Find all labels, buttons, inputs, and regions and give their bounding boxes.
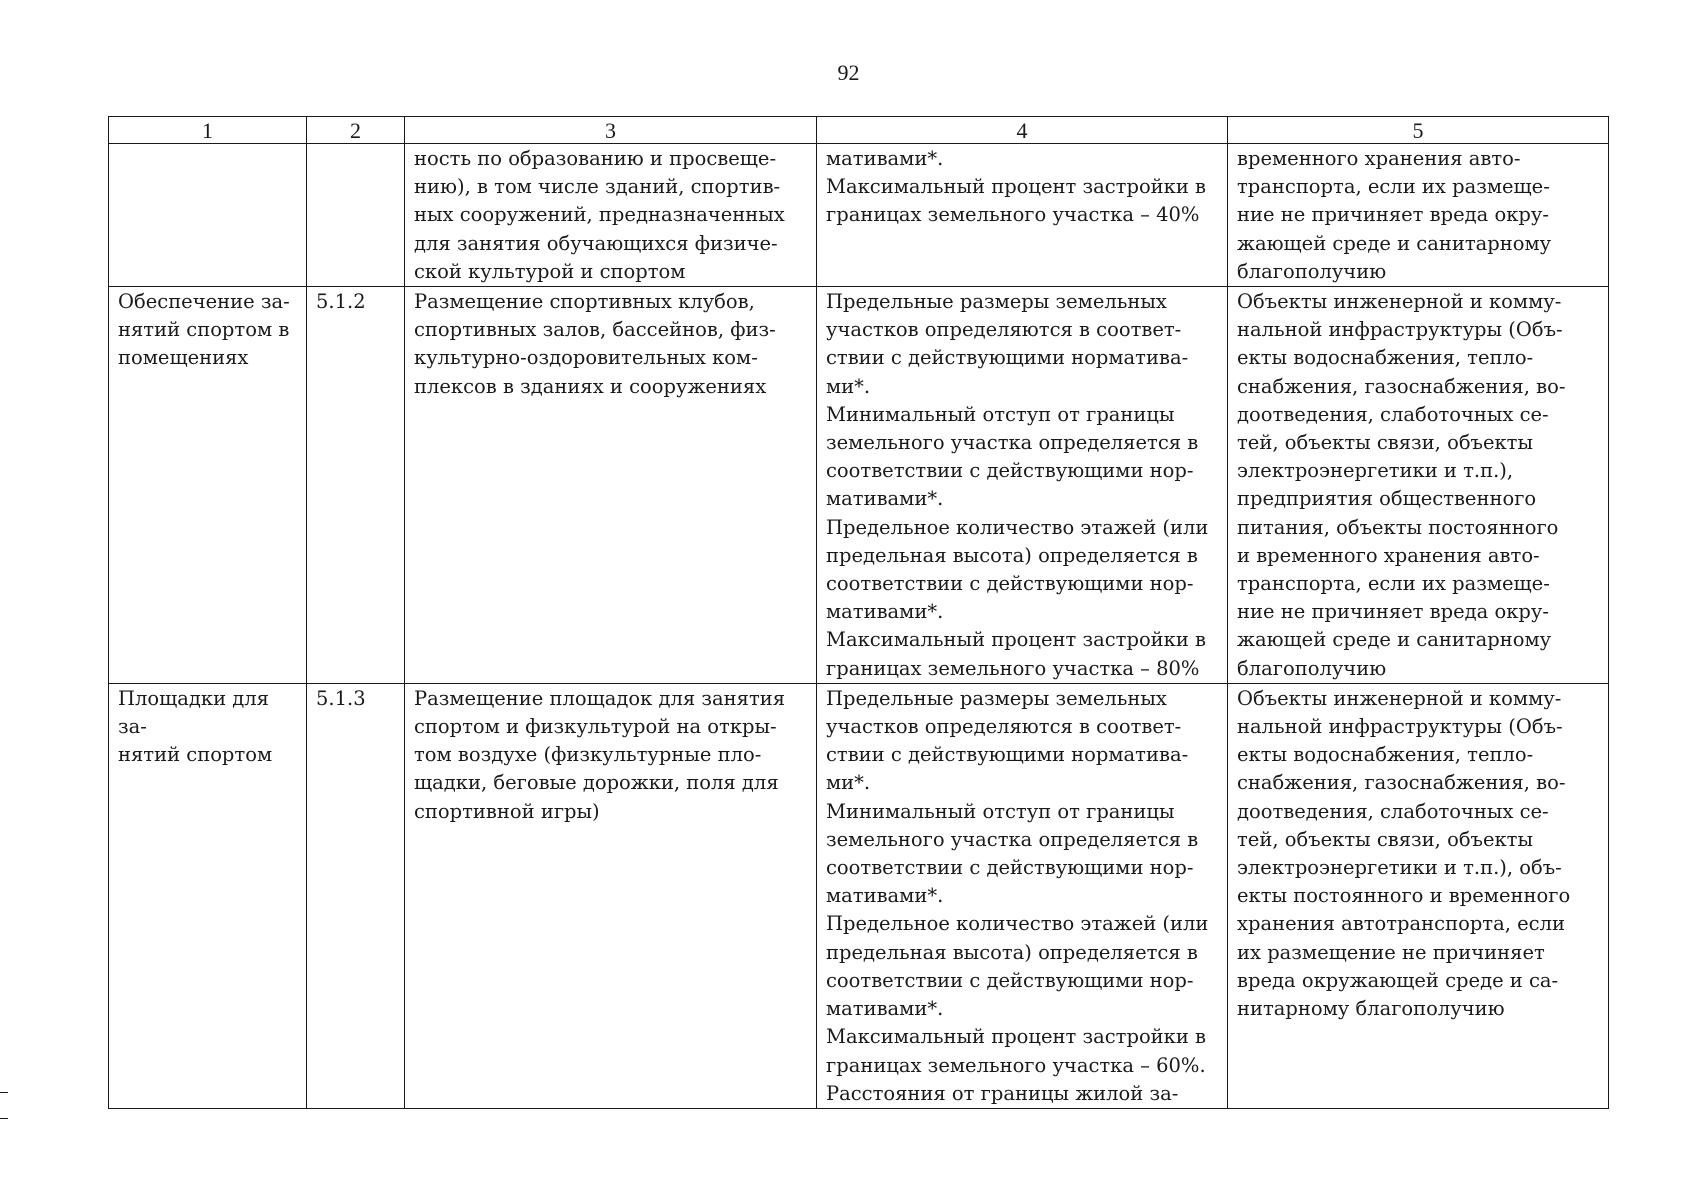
column-header-2: 2: [307, 117, 405, 144]
table-cell-description: Размещение площадок для занятия спортом и физкультурой на откры- том воздухе (физкультурные пло- щадки, беговые дорожки, поля для спортивной игры): [405, 683, 817, 1108]
column-header-4: 4: [817, 117, 1228, 144]
table-header-row: [109, 117, 1609, 144]
table-cell-auxiliary-uses: временного хранения авто- транспорта, если их размеще- ние не причиняет вреда окру- жающей среде и санитарному благополучию: [1228, 144, 1609, 287]
regulations-table-container: [108, 116, 1608, 1109]
table-cell-auxiliary-uses: Объекты инженерной и комму- нальной инфраструктуры (Объ- екты водоснабжения, тепло- снабжения, газоснабжения, во- доотведения, слаботочных се- тей, объекты связи, объекты электроэнергетики и т.п.), объ- екты постоянного и временного хранения автотранспорта, если их размещение не причиняет вреда окружающей среде и са- нитарному благополучию: [1228, 683, 1609, 1108]
table-cell-use-name: Площадки для за- нятий спортом: [109, 683, 307, 1108]
land-use-regulations-table: [108, 116, 1609, 1109]
table-cell-code: 5.1.3: [307, 683, 405, 1108]
table-cell-code: [307, 144, 405, 287]
table-cell-code: 5.1.2: [307, 287, 405, 684]
table-row-5-1-3: [109, 683, 1609, 1108]
table-row-5-1-2: [109, 287, 1609, 684]
table-cell-description: ность по образованию и просвеще- нию), в том числе зданий, спортив- ных сооружений, предназначенных для занятия обучающихся физиче- ской культурой и спортом: [405, 144, 817, 287]
column-header-5: 5: [1228, 117, 1609, 144]
table-cell-parameters: мативами*. Максимальный процент застройки в границах земельного участка – 40%: [817, 144, 1228, 287]
table-cell-description: Размещение спортивных клубов, спортивных залов, бассейнов, физ- культурно-оздоровительных ком- плексов в зданиях и сооружениях: [405, 287, 817, 684]
table-cell-parameters: Предельные размеры земельных участков определяются в соответ- ствии с действующими норматива- ми*. Минимальный отступ от границы земельного участка определяется в соответствии с действующими нор- мативами*. Предельное количество этажей (или предельная высота) определяется в соответствии с действующими нор- мативами*. Максимальный процент застройки в границах земельного участка – 80%: [817, 287, 1228, 684]
table-cell-parameters: Предельные размеры земельных участков определяются в соответ- ствии с действующими норматива- ми*. Минимальный отступ от границы земельного участка определяется в соответствии с действующими нор- мативами*. Предельное количество этажей (или предельная высота) определяется в соответствии с действующими нор- мативами*. Максимальный процент застройки в границах земельного участка – 60%. Расстояния от границы жилой за-: [817, 683, 1228, 1108]
table-cell-use-name: Обеспечение за- нятий спортом в помещениях: [109, 287, 307, 684]
table-cell-use-name: [109, 144, 307, 287]
page-number: 92: [837, 60, 860, 85]
column-header-3: 3: [405, 117, 817, 144]
table-row-continuation: [109, 144, 1609, 287]
margin-tick-mark: [0, 1118, 8, 1119]
table-cell-auxiliary-uses: Объекты инженерной и комму- нальной инфраструктуры (Объ- екты водоснабжения, тепло- снабжения, газоснабжения, во- доотведения, слаботочных се- тей, объекты связи, объекты электроэнергетики и т.п.), предприятия общественного питания, объекты постоянного и временного хранения авто- транспорта, если их размеще- ние не причиняет вреда окру- жающей среде и санитарному благополучию: [1228, 287, 1609, 684]
column-header-1: 1: [109, 117, 307, 144]
margin-tick-mark: [0, 1092, 8, 1093]
